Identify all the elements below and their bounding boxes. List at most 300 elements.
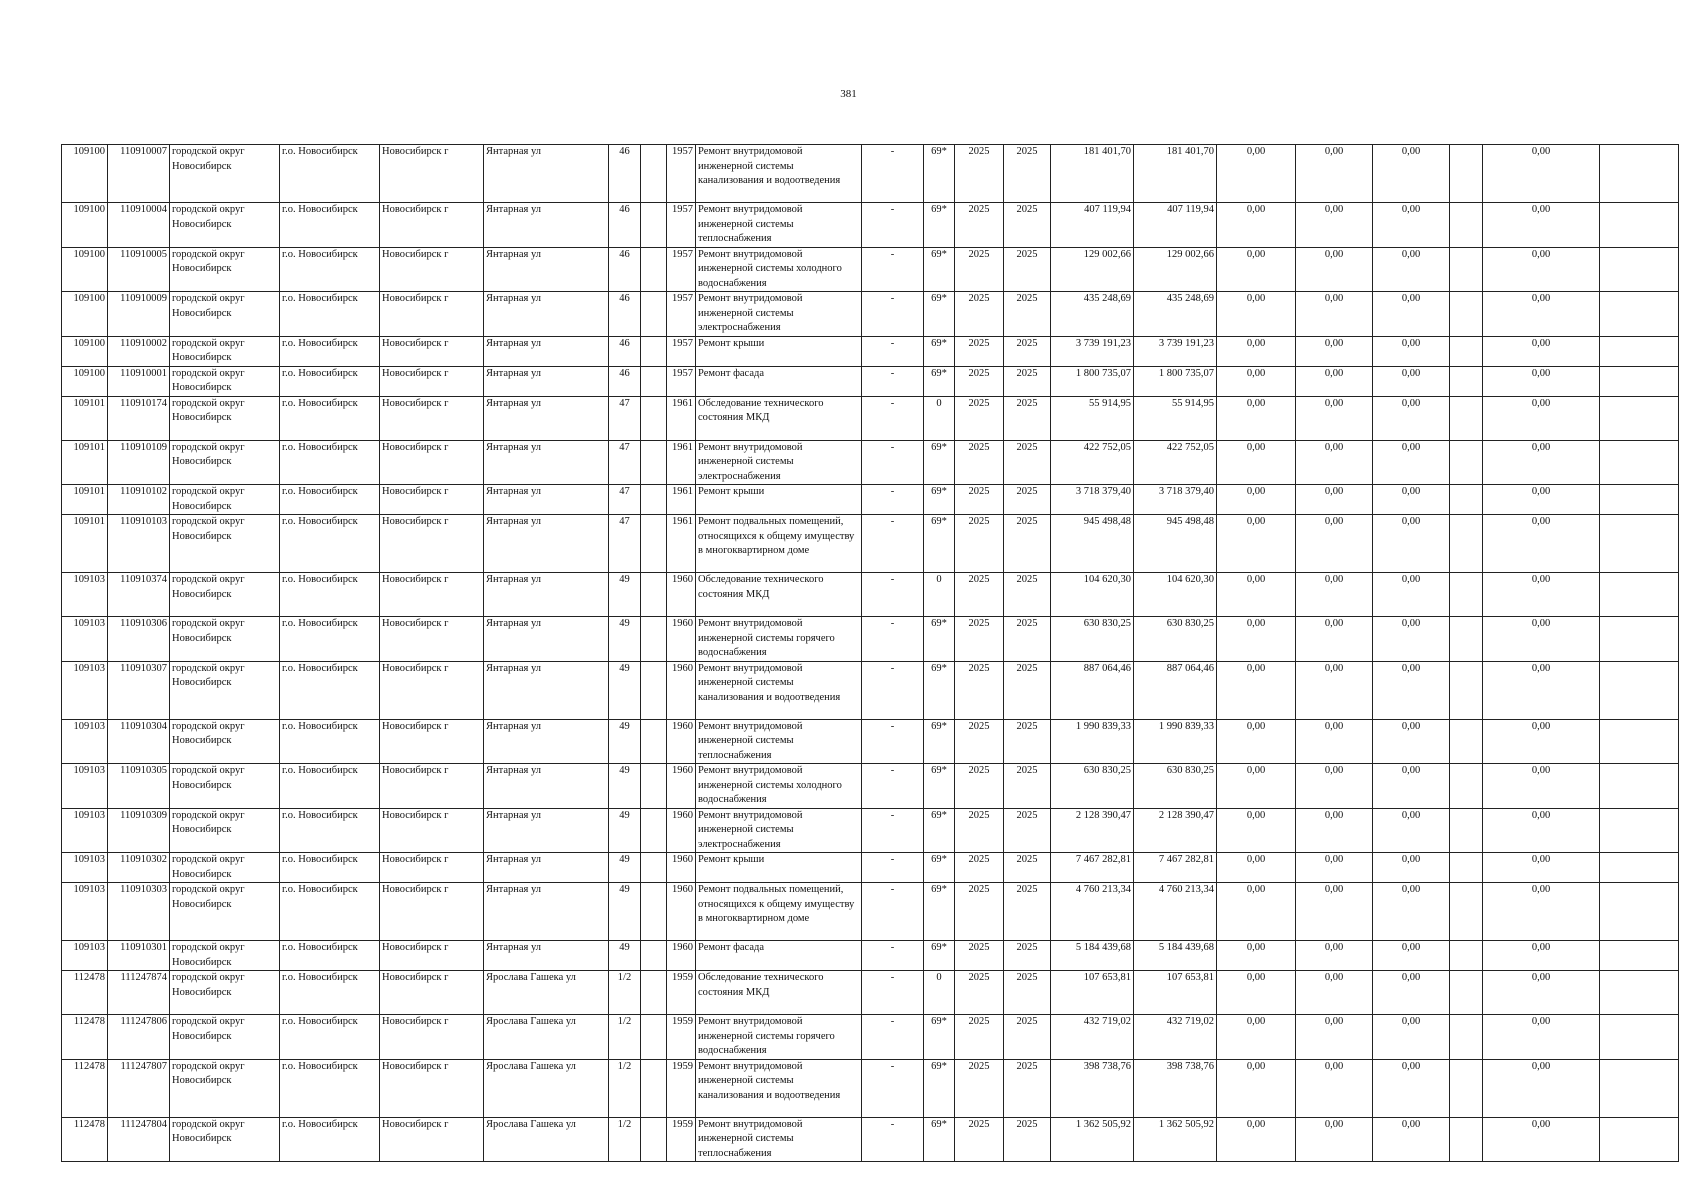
plan-year-cell: 2025: [955, 292, 1004, 337]
code-cell: 109100: [62, 203, 108, 248]
house-cell: 47: [609, 396, 641, 440]
street-cell: Янтарная ул: [484, 719, 609, 764]
fund-cost-cell: 129 002,66: [1134, 247, 1217, 292]
wear-cell: 0: [924, 396, 955, 440]
wear-cell: 69*: [924, 292, 955, 337]
street-cell: Ярослава Гашека ул: [484, 1117, 609, 1162]
id-cell: 110910102: [108, 485, 170, 515]
federal-funds-cell: 0,00: [1217, 661, 1296, 719]
house-cell: 49: [609, 853, 641, 883]
year-cell: 1957: [667, 292, 696, 337]
wear-cell: 69*: [924, 203, 955, 248]
note-cell: [1600, 1015, 1679, 1060]
house-cell: 49: [609, 719, 641, 764]
id-cell: 110910001: [108, 366, 170, 396]
street-cell: Янтарная ул: [484, 336, 609, 366]
house-cell: 49: [609, 883, 641, 941]
year-cell: 1961: [667, 485, 696, 515]
note-cell: [1600, 853, 1679, 883]
id-cell: 110910007: [108, 145, 170, 203]
local-funds-cell: 0,00: [1373, 853, 1450, 883]
plan-year-cell: 2025: [955, 808, 1004, 853]
federal-funds-cell: 0,00: [1217, 396, 1296, 440]
work-type-cell: Ремонт внутридомовой инженерной системы электроснабжения: [696, 292, 862, 337]
end-year-cell: 2025: [1004, 145, 1051, 203]
dash-cell: -: [862, 396, 924, 440]
id-cell: 110910305: [108, 764, 170, 809]
year-cell: 1959: [667, 971, 696, 1015]
owner-funds-cell: 0,00: [1483, 573, 1600, 617]
regional-funds-cell: 0,00: [1296, 1015, 1373, 1060]
block-cell: [641, 941, 667, 971]
work-type-cell: Обследование технического состояния МКД: [696, 396, 862, 440]
federal-funds-cell: 0,00: [1217, 485, 1296, 515]
municipality-cell: городской округ Новосибирск: [170, 573, 280, 617]
municipality-cell: городской округ Новосибирск: [170, 203, 280, 248]
end-year-cell: 2025: [1004, 1117, 1051, 1162]
dash-cell: -: [862, 247, 924, 292]
id-cell: 110910374: [108, 573, 170, 617]
city-cell: Новосибирск г: [380, 719, 484, 764]
code-cell: 109100: [62, 366, 108, 396]
extra-cell: [1450, 853, 1483, 883]
block-cell: [641, 853, 667, 883]
house-cell: 1/2: [609, 1117, 641, 1162]
block-cell: [641, 764, 667, 809]
owner-funds-cell: 0,00: [1483, 764, 1600, 809]
federal-funds-cell: 0,00: [1217, 336, 1296, 366]
regional-funds-cell: 0,00: [1296, 617, 1373, 662]
district-cell: г.о. Новосибирск: [280, 485, 380, 515]
block-cell: [641, 883, 667, 941]
district-cell: г.о. Новосибирск: [280, 292, 380, 337]
year-cell: 1957: [667, 336, 696, 366]
table-row: [62, 617, 1679, 662]
year-cell: 1959: [667, 1015, 696, 1060]
plan-year-cell: 2025: [955, 661, 1004, 719]
local-funds-cell: 0,00: [1373, 366, 1450, 396]
city-cell: Новосибирск г: [380, 145, 484, 203]
wear-cell: 69*: [924, 515, 955, 573]
local-funds-cell: 0,00: [1373, 883, 1450, 941]
federal-funds-cell: 0,00: [1217, 573, 1296, 617]
owner-funds-cell: 0,00: [1483, 1059, 1600, 1117]
local-funds-cell: 0,00: [1373, 247, 1450, 292]
municipality-cell: городской округ Новосибирск: [170, 440, 280, 485]
wear-cell: 69*: [924, 764, 955, 809]
table-row: [62, 440, 1679, 485]
note-cell: [1600, 941, 1679, 971]
house-cell: 49: [609, 764, 641, 809]
fund-cost-cell: 422 752,05: [1134, 440, 1217, 485]
code-cell: 112478: [62, 1059, 108, 1117]
table-row: [62, 145, 1679, 203]
table-row: [62, 1015, 1679, 1060]
note-cell: [1600, 661, 1679, 719]
district-cell: г.о. Новосибирск: [280, 515, 380, 573]
fund-cost-cell: 5 184 439,68: [1134, 941, 1217, 971]
work-type-cell: Ремонт подвальных помещений, относящихся к общему имуществу в многоквартирном доме: [696, 515, 862, 573]
extra-cell: [1450, 366, 1483, 396]
street-cell: Янтарная ул: [484, 764, 609, 809]
end-year-cell: 2025: [1004, 719, 1051, 764]
district-cell: г.о. Новосибирск: [280, 1117, 380, 1162]
wear-cell: 69*: [924, 853, 955, 883]
federal-funds-cell: 0,00: [1217, 617, 1296, 662]
end-year-cell: 2025: [1004, 661, 1051, 719]
id-cell: 110910005: [108, 247, 170, 292]
regional-funds-cell: 0,00: [1296, 515, 1373, 573]
total-cost-cell: 129 002,66: [1051, 247, 1134, 292]
owner-funds-cell: 0,00: [1483, 971, 1600, 1015]
fund-cost-cell: 1 800 735,07: [1134, 366, 1217, 396]
regional-funds-cell: 0,00: [1296, 1117, 1373, 1162]
table-row: [62, 883, 1679, 941]
end-year-cell: 2025: [1004, 203, 1051, 248]
block-cell: [641, 1117, 667, 1162]
block-cell: [641, 336, 667, 366]
extra-cell: [1450, 941, 1483, 971]
year-cell: 1960: [667, 617, 696, 662]
federal-funds-cell: 0,00: [1217, 203, 1296, 248]
plan-year-cell: 2025: [955, 1015, 1004, 1060]
work-type-cell: Ремонт крыши: [696, 336, 862, 366]
district-cell: г.о. Новосибирск: [280, 1059, 380, 1117]
block-cell: [641, 485, 667, 515]
federal-funds-cell: 0,00: [1217, 1015, 1296, 1060]
end-year-cell: 2025: [1004, 853, 1051, 883]
code-cell: 109103: [62, 573, 108, 617]
municipality-cell: городской округ Новосибирск: [170, 971, 280, 1015]
work-type-cell: Обследование технического состояния МКД: [696, 971, 862, 1015]
district-cell: г.о. Новосибирск: [280, 247, 380, 292]
local-funds-cell: 0,00: [1373, 573, 1450, 617]
street-cell: Янтарная ул: [484, 366, 609, 396]
owner-funds-cell: 0,00: [1483, 485, 1600, 515]
fund-cost-cell: 398 738,76: [1134, 1059, 1217, 1117]
district-cell: г.о. Новосибирск: [280, 764, 380, 809]
street-cell: Ярослава Гашека ул: [484, 971, 609, 1015]
house-cell: 49: [609, 617, 641, 662]
municipality-cell: городской округ Новосибирск: [170, 145, 280, 203]
plan-year-cell: 2025: [955, 515, 1004, 573]
block-cell: [641, 1059, 667, 1117]
wear-cell: 69*: [924, 719, 955, 764]
fund-cost-cell: 1 990 839,33: [1134, 719, 1217, 764]
city-cell: Новосибирск г: [380, 661, 484, 719]
dash-cell: -: [862, 292, 924, 337]
dash-cell: -: [862, 485, 924, 515]
block-cell: [641, 145, 667, 203]
wear-cell: 69*: [924, 661, 955, 719]
end-year-cell: 2025: [1004, 941, 1051, 971]
wear-cell: 69*: [924, 617, 955, 662]
federal-funds-cell: 0,00: [1217, 971, 1296, 1015]
table-row: [62, 485, 1679, 515]
work-type-cell: Ремонт фасада: [696, 366, 862, 396]
work-type-cell: Ремонт внутридомовой инженерной системы канализования и водоотведения: [696, 661, 862, 719]
district-cell: г.о. Новосибирск: [280, 203, 380, 248]
plan-year-cell: 2025: [955, 719, 1004, 764]
extra-cell: [1450, 1015, 1483, 1060]
regional-funds-cell: 0,00: [1296, 1059, 1373, 1117]
work-type-cell: Ремонт фасада: [696, 941, 862, 971]
city-cell: Новосибирск г: [380, 485, 484, 515]
dash-cell: -: [862, 661, 924, 719]
extra-cell: [1450, 145, 1483, 203]
owner-funds-cell: 0,00: [1483, 366, 1600, 396]
district-cell: г.о. Новосибирск: [280, 440, 380, 485]
municipality-cell: городской округ Новосибирск: [170, 764, 280, 809]
federal-funds-cell: 0,00: [1217, 1059, 1296, 1117]
street-cell: Янтарная ул: [484, 617, 609, 662]
end-year-cell: 2025: [1004, 883, 1051, 941]
dash-cell: -: [862, 853, 924, 883]
street-cell: Ярослава Гашека ул: [484, 1015, 609, 1060]
city-cell: Новосибирск г: [380, 396, 484, 440]
city-cell: Новосибирск г: [380, 764, 484, 809]
fund-cost-cell: 55 914,95: [1134, 396, 1217, 440]
regional-funds-cell: 0,00: [1296, 292, 1373, 337]
fund-cost-cell: 887 064,46: [1134, 661, 1217, 719]
total-cost-cell: 407 119,94: [1051, 203, 1134, 248]
dash-cell: -: [862, 883, 924, 941]
extra-cell: [1450, 808, 1483, 853]
total-cost-cell: 435 248,69: [1051, 292, 1134, 337]
district-cell: г.о. Новосибирск: [280, 808, 380, 853]
total-cost-cell: 432 719,02: [1051, 1015, 1134, 1060]
table-row: [62, 573, 1679, 617]
total-cost-cell: 1 800 735,07: [1051, 366, 1134, 396]
plan-year-cell: 2025: [955, 485, 1004, 515]
total-cost-cell: 3 718 379,40: [1051, 485, 1134, 515]
fund-cost-cell: 4 760 213,34: [1134, 883, 1217, 941]
note-cell: [1600, 764, 1679, 809]
house-cell: 1/2: [609, 1059, 641, 1117]
dash-cell: -: [862, 515, 924, 573]
table-row: [62, 336, 1679, 366]
code-cell: 109103: [62, 883, 108, 941]
wear-cell: 69*: [924, 941, 955, 971]
note-cell: [1600, 808, 1679, 853]
district-cell: г.о. Новосибирск: [280, 573, 380, 617]
year-cell: 1959: [667, 1059, 696, 1117]
block-cell: [641, 661, 667, 719]
block-cell: [641, 247, 667, 292]
total-cost-cell: 630 830,25: [1051, 764, 1134, 809]
local-funds-cell: 0,00: [1373, 440, 1450, 485]
street-cell: Ярослава Гашека ул: [484, 1059, 609, 1117]
plan-year-cell: 2025: [955, 971, 1004, 1015]
table-row: [62, 719, 1679, 764]
street-cell: Янтарная ул: [484, 440, 609, 485]
district-cell: г.о. Новосибирск: [280, 941, 380, 971]
dash-cell: -: [862, 336, 924, 366]
id-cell: 111247807: [108, 1059, 170, 1117]
block-cell: [641, 292, 667, 337]
note-cell: [1600, 396, 1679, 440]
owner-funds-cell: 0,00: [1483, 1117, 1600, 1162]
code-cell: 112478: [62, 971, 108, 1015]
block-cell: [641, 366, 667, 396]
owner-funds-cell: 0,00: [1483, 719, 1600, 764]
regional-funds-cell: 0,00: [1296, 440, 1373, 485]
local-funds-cell: 0,00: [1373, 764, 1450, 809]
work-type-cell: Ремонт внутридомовой инженерной системы электроснабжения: [696, 808, 862, 853]
id-cell: 111247806: [108, 1015, 170, 1060]
federal-funds-cell: 0,00: [1217, 515, 1296, 573]
city-cell: Новосибирск г: [380, 883, 484, 941]
extra-cell: [1450, 440, 1483, 485]
plan-year-cell: 2025: [955, 247, 1004, 292]
fund-cost-cell: 181 401,70: [1134, 145, 1217, 203]
regional-funds-cell: 0,00: [1296, 573, 1373, 617]
owner-funds-cell: 0,00: [1483, 941, 1600, 971]
table-row: [62, 1117, 1679, 1162]
municipality-cell: городской округ Новосибирск: [170, 883, 280, 941]
year-cell: 1961: [667, 440, 696, 485]
plan-year-cell: 2025: [955, 336, 1004, 366]
total-cost-cell: 887 064,46: [1051, 661, 1134, 719]
wear-cell: 69*: [924, 145, 955, 203]
end-year-cell: 2025: [1004, 515, 1051, 573]
municipality-cell: городской округ Новосибирск: [170, 336, 280, 366]
total-cost-cell: 1 362 505,92: [1051, 1117, 1134, 1162]
total-cost-cell: 3 739 191,23: [1051, 336, 1134, 366]
street-cell: Янтарная ул: [484, 292, 609, 337]
regional-funds-cell: 0,00: [1296, 808, 1373, 853]
total-cost-cell: 4 760 213,34: [1051, 883, 1134, 941]
wear-cell: 69*: [924, 1015, 955, 1060]
federal-funds-cell: 0,00: [1217, 883, 1296, 941]
dash-cell: -: [862, 1015, 924, 1060]
wear-cell: 69*: [924, 366, 955, 396]
municipality-cell: городской округ Новосибирск: [170, 719, 280, 764]
table-row: [62, 764, 1679, 809]
dash-cell: -: [862, 573, 924, 617]
plan-year-cell: 2025: [955, 764, 1004, 809]
city-cell: Новосибирск г: [380, 440, 484, 485]
local-funds-cell: 0,00: [1373, 1015, 1450, 1060]
municipality-cell: городской округ Новосибирск: [170, 1117, 280, 1162]
code-cell: 112478: [62, 1117, 108, 1162]
regional-funds-cell: 0,00: [1296, 336, 1373, 366]
block-cell: [641, 971, 667, 1015]
end-year-cell: 2025: [1004, 1059, 1051, 1117]
code-cell: 112478: [62, 1015, 108, 1060]
block-cell: [641, 1015, 667, 1060]
note-cell: [1600, 617, 1679, 662]
block-cell: [641, 573, 667, 617]
id-cell: 110910303: [108, 883, 170, 941]
local-funds-cell: 0,00: [1373, 941, 1450, 971]
note-cell: [1600, 573, 1679, 617]
city-cell: Новосибирск г: [380, 203, 484, 248]
house-cell: 46: [609, 145, 641, 203]
house-cell: 47: [609, 515, 641, 573]
note-cell: [1600, 366, 1679, 396]
end-year-cell: 2025: [1004, 396, 1051, 440]
local-funds-cell: 0,00: [1373, 336, 1450, 366]
regional-funds-cell: 0,00: [1296, 883, 1373, 941]
end-year-cell: 2025: [1004, 485, 1051, 515]
owner-funds-cell: 0,00: [1483, 396, 1600, 440]
plan-year-cell: 2025: [955, 1117, 1004, 1162]
municipality-cell: городской округ Новосибирск: [170, 661, 280, 719]
year-cell: 1961: [667, 396, 696, 440]
note-cell: [1600, 719, 1679, 764]
regional-funds-cell: 0,00: [1296, 366, 1373, 396]
table-row: [62, 853, 1679, 883]
table-row: [62, 1059, 1679, 1117]
wear-cell: 69*: [924, 440, 955, 485]
fund-cost-cell: 7 467 282,81: [1134, 853, 1217, 883]
table-row: [62, 515, 1679, 573]
note-cell: [1600, 203, 1679, 248]
end-year-cell: 2025: [1004, 808, 1051, 853]
code-cell: 109101: [62, 396, 108, 440]
total-cost-cell: 630 830,25: [1051, 617, 1134, 662]
work-type-cell: Ремонт внутридомовой инженерной системы теплоснабжения: [696, 1117, 862, 1162]
work-type-cell: Ремонт крыши: [696, 853, 862, 883]
table-row: [62, 661, 1679, 719]
block-cell: [641, 396, 667, 440]
plan-year-cell: 2025: [955, 941, 1004, 971]
id-cell: 111247874: [108, 971, 170, 1015]
municipality-cell: городской округ Новосибирск: [170, 941, 280, 971]
end-year-cell: 2025: [1004, 617, 1051, 662]
wear-cell: 69*: [924, 883, 955, 941]
total-cost-cell: 55 914,95: [1051, 396, 1134, 440]
work-type-cell: Ремонт внутридомовой инженерной системы теплоснабжения: [696, 203, 862, 248]
table-row: [62, 292, 1679, 337]
id-cell: 110910304: [108, 719, 170, 764]
code-cell: 109103: [62, 764, 108, 809]
table-row: [62, 203, 1679, 248]
table-row: [62, 971, 1679, 1015]
id-cell: 110910004: [108, 203, 170, 248]
federal-funds-cell: 0,00: [1217, 941, 1296, 971]
code-cell: 109101: [62, 515, 108, 573]
total-cost-cell: 1 990 839,33: [1051, 719, 1134, 764]
code-cell: 109103: [62, 853, 108, 883]
end-year-cell: 2025: [1004, 247, 1051, 292]
owner-funds-cell: 0,00: [1483, 1015, 1600, 1060]
municipality-cell: городской округ Новосибирск: [170, 485, 280, 515]
code-cell: 109100: [62, 292, 108, 337]
year-cell: 1960: [667, 719, 696, 764]
regional-funds-cell: 0,00: [1296, 396, 1373, 440]
street-cell: Янтарная ул: [484, 396, 609, 440]
city-cell: Новосибирск г: [380, 336, 484, 366]
owner-funds-cell: 0,00: [1483, 808, 1600, 853]
code-cell: 109100: [62, 247, 108, 292]
federal-funds-cell: 0,00: [1217, 247, 1296, 292]
dash-cell: -: [862, 1117, 924, 1162]
code-cell: 109103: [62, 661, 108, 719]
code-cell: 109101: [62, 485, 108, 515]
total-cost-cell: 5 184 439,68: [1051, 941, 1134, 971]
id-cell: 110910301: [108, 941, 170, 971]
district-cell: г.о. Новосибирск: [280, 336, 380, 366]
fund-cost-cell: 2 128 390,47: [1134, 808, 1217, 853]
table-row: [62, 366, 1679, 396]
regional-funds-cell: 0,00: [1296, 764, 1373, 809]
federal-funds-cell: 0,00: [1217, 853, 1296, 883]
local-funds-cell: 0,00: [1373, 971, 1450, 1015]
regional-funds-cell: 0,00: [1296, 247, 1373, 292]
owner-funds-cell: 0,00: [1483, 515, 1600, 573]
